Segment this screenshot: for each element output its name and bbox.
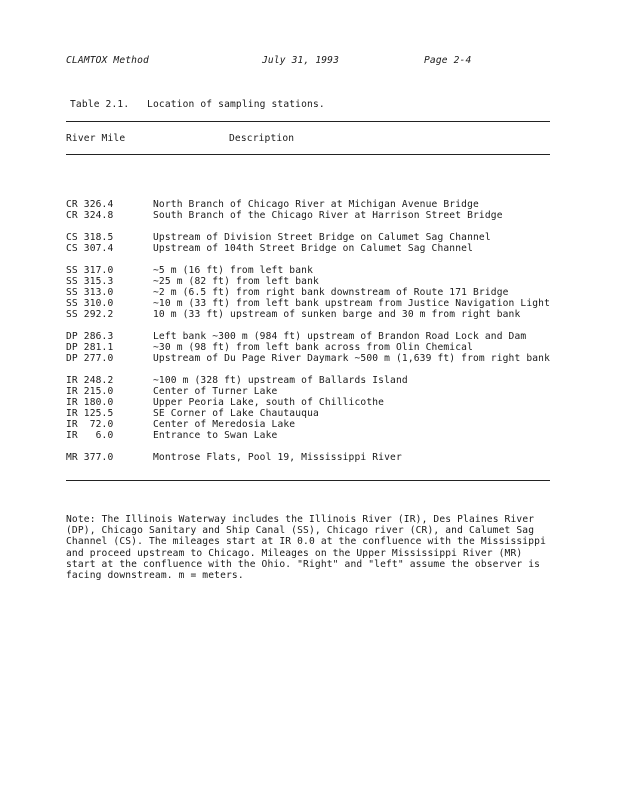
river-mile-cell: DP 286.3 bbox=[66, 331, 114, 342]
description-cell: ~2 m (6.5 ft) from right bank downstream of Route 171 Bridge bbox=[153, 287, 509, 298]
description-cell: SE Corner of Lake Chautauqua bbox=[153, 408, 319, 419]
description-cell: Upstream of Division Street Bridge on Calumet Sag Channel bbox=[153, 232, 491, 243]
table-header-rule bbox=[66, 154, 550, 155]
description-cell: ~10 m (33 ft) from left bank upstream from Justice Navigation Light bbox=[153, 298, 551, 309]
table-row bbox=[66, 342, 550, 353]
station-group bbox=[66, 331, 550, 364]
description-cell: Montrose Flats, Pool 19, Mississippi River bbox=[153, 452, 402, 463]
description-cell: Upstream of Du Page River Daymark ~500 m (1,639 ft) from right bank bbox=[153, 353, 551, 364]
table-caption: Table 2.1. Location of sampling stations. bbox=[70, 99, 325, 110]
river-mile-cell: CS 307.4 bbox=[66, 243, 114, 254]
table-row bbox=[66, 353, 550, 364]
description-cell: ~5 m (16 ft) from left bank bbox=[153, 265, 313, 276]
river-mile-cell: IR 6.0 bbox=[66, 430, 114, 441]
station-group bbox=[66, 199, 550, 221]
station-group bbox=[66, 232, 550, 254]
table-row bbox=[66, 298, 550, 309]
note-label: Note: bbox=[66, 514, 96, 525]
river-mile-cell: IR 248.2 bbox=[66, 375, 114, 386]
table-row bbox=[66, 331, 550, 342]
description-cell: 10 m (33 ft) upstream of sunken barge and 30 m from right bank bbox=[153, 309, 521, 320]
table-row bbox=[66, 265, 550, 276]
river-mile-cell: CR 324.8 bbox=[66, 210, 114, 221]
table-row bbox=[66, 452, 550, 463]
description-cell: South Branch of the Chicago River at Harrison Street Bridge bbox=[153, 210, 503, 221]
note-text: The Illinois Waterway includes the Illinois River (IR), Des Plaines River (DP), Chicago Sanitary and Ship Canal (SS), Chicago river (CR), and Calumet Sag Channel (CS). The mileages start at IR 0.0 at the confluence with the Mississippi and proceed upstream to Chicago. Mileages on the Upper Mississippi River (MR) start at the confluence with the Ohio. "Right" and "left" assume the observer is facing downstream. m = meters. bbox=[66, 514, 546, 582]
description-cell: Entrance to Swan Lake bbox=[153, 430, 278, 441]
table-row bbox=[66, 210, 550, 221]
header-method: CLAMTOX Method bbox=[66, 55, 149, 66]
river-mile-cell: CS 318.5 bbox=[66, 232, 114, 243]
river-mile-cell: DP 281.1 bbox=[66, 342, 114, 353]
river-mile-cell: SS 315.3 bbox=[66, 276, 114, 287]
column-header-river-mile: River Mile bbox=[66, 133, 126, 144]
station-group bbox=[66, 452, 550, 463]
river-mile-cell: SS 313.0 bbox=[66, 287, 114, 298]
description-cell: Center of Turner Lake bbox=[153, 386, 278, 397]
description-cell: Upper Peoria Lake, south of Chillicothe bbox=[153, 397, 385, 408]
river-mile-cell: MR 377.0 bbox=[66, 452, 114, 463]
table-body bbox=[66, 199, 550, 474]
table-row bbox=[66, 243, 550, 254]
table-row bbox=[66, 375, 550, 386]
river-mile-cell: CR 326.4 bbox=[66, 199, 114, 210]
description-cell: Center of Meredosia Lake bbox=[153, 419, 296, 430]
table-top-rule bbox=[66, 121, 550, 122]
table-row bbox=[66, 386, 550, 397]
description-cell: ~25 m (82 ft) from left bank bbox=[153, 276, 319, 287]
station-group bbox=[66, 375, 550, 441]
river-mile-cell: IR 125.5 bbox=[66, 408, 114, 419]
description-cell: ~30 m (98 ft) from left bank across from Olin Chemical bbox=[153, 342, 473, 353]
header-page-number: Page 2-4 bbox=[424, 55, 472, 66]
river-mile-cell: SS 292.2 bbox=[66, 309, 114, 320]
river-mile-cell: IR 72.0 bbox=[66, 419, 114, 430]
table-row bbox=[66, 276, 550, 287]
column-header-description: Description bbox=[229, 133, 295, 144]
river-mile-cell: SS 310.0 bbox=[66, 298, 114, 309]
table-row bbox=[66, 419, 550, 430]
station-group bbox=[66, 265, 550, 320]
table-note bbox=[66, 514, 550, 581]
header-date: July 31, 1993 bbox=[262, 55, 340, 66]
table-row bbox=[66, 408, 550, 419]
table-row bbox=[66, 397, 550, 408]
description-cell: North Branch of Chicago River at Michigan Avenue Bridge bbox=[153, 199, 479, 210]
table-row bbox=[66, 232, 550, 243]
table-row bbox=[66, 199, 550, 210]
description-cell: ~100 m (328 ft) upstream of Ballards Island bbox=[153, 375, 408, 386]
table-row bbox=[66, 430, 550, 441]
description-cell: Upstream of 104th Street Bridge on Calumet Sag Channel bbox=[153, 243, 473, 254]
river-mile-cell: DP 277.0 bbox=[66, 353, 114, 364]
table-row bbox=[66, 309, 550, 320]
river-mile-cell: IR 180.0 bbox=[66, 397, 114, 408]
table-row bbox=[66, 287, 550, 298]
table-bottom-rule bbox=[66, 480, 550, 481]
description-cell: Left bank ~300 m (984 ft) upstream of Brandon Road Lock and Dam bbox=[153, 331, 527, 342]
river-mile-cell: SS 317.0 bbox=[66, 265, 114, 276]
river-mile-cell: IR 215.0 bbox=[66, 386, 114, 397]
